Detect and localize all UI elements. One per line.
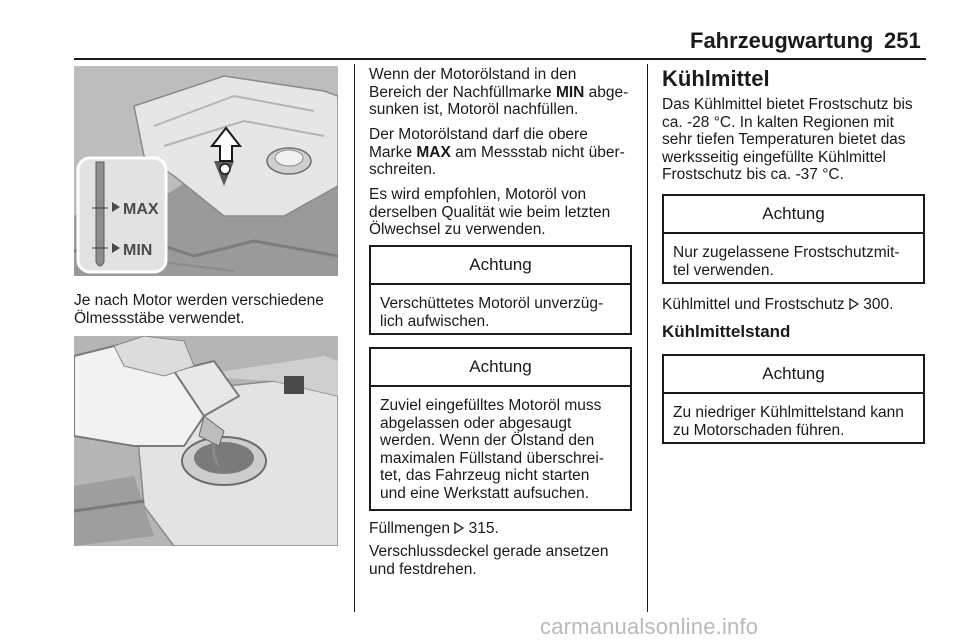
text-run: am Messstab nicht über- xyxy=(450,143,625,161)
oil-filling-illustration xyxy=(74,336,338,546)
text-line: Zuviel eingefülltes Motoröl muss xyxy=(380,397,602,414)
text-line: sunken ist, Motoröl nachfüllen. xyxy=(369,101,579,118)
caution-text xyxy=(371,285,630,330)
caution-title: Achtung xyxy=(371,349,630,387)
text-line: Frostschutz bis ca. -37 °C. xyxy=(662,166,844,183)
fill-quantities-reference xyxy=(369,520,637,538)
max-mark-label: MAX xyxy=(123,201,159,218)
caution-text xyxy=(664,234,923,279)
reference-text: Kühlmittel und Frostschutz xyxy=(662,296,845,313)
page-number: 251 xyxy=(884,28,921,53)
watermark: carmanualsonline.info xyxy=(540,614,759,639)
text-line: und eine Werkstatt aufsuchen. xyxy=(380,484,590,502)
text-line: werden. Wenn der Ölstand den xyxy=(380,432,595,449)
chapter-title: Fahrzeugwartung xyxy=(690,28,874,53)
page-reference-triangle-icon xyxy=(454,522,464,534)
text-line: und festdrehen. xyxy=(369,560,477,578)
text-line: werksseitig eingefüllte Kühlmittel xyxy=(662,148,886,166)
subheading-coolant-level: Kühlmittelstand xyxy=(662,322,791,341)
text-line: Ölwechsel zu verwenden. xyxy=(369,221,546,238)
text-run: abge- xyxy=(584,83,629,101)
caution-box-antifreeze xyxy=(662,194,925,284)
text-line: Wenn der Motorölstand in den xyxy=(369,66,577,83)
text-line: tel verwenden. xyxy=(673,261,774,279)
max-level-paragraph xyxy=(369,126,637,179)
caution-box-overfill xyxy=(369,347,632,511)
oil-quality-paragraph xyxy=(369,186,637,239)
coolant-protection-paragraph xyxy=(662,96,930,184)
text-line: Es wird empfohlen, Motoröl von xyxy=(369,186,587,203)
text-line: tet, das Fahrzeug nicht starten xyxy=(380,467,590,484)
caution-title: Achtung xyxy=(664,196,923,234)
min-mark-emphasis: MIN xyxy=(555,83,585,101)
text-line: maximalen Füllstand überschrei- xyxy=(380,449,604,467)
caution-title: Achtung xyxy=(664,356,923,394)
text-line: sehr tiefen Temperaturen bietet das xyxy=(662,131,906,148)
page-reference-link[interactable]: 315. xyxy=(468,520,499,537)
column-separator-left xyxy=(354,64,355,612)
caution-box-spilled-oil xyxy=(369,245,632,335)
page-reference-triangle-icon xyxy=(849,298,859,310)
coolant-reference xyxy=(662,296,930,314)
caution-box-coolant-level xyxy=(662,354,925,444)
text-line: Das Kühlmittel bietet Frostschutz bis xyxy=(662,96,913,113)
text-line: zu Motorschaden führen. xyxy=(673,421,845,439)
text-line: Verschlussdeckel gerade ansetzen xyxy=(369,543,609,560)
dipstick-caption: Je nach Motor werden verschiedene Ölmessstäbe verwendet. xyxy=(74,292,324,327)
caution-title: Achtung xyxy=(371,247,630,285)
text-line: derselben Qualität wie beim letzten xyxy=(369,203,611,221)
section-heading-coolant: Kühlmittel xyxy=(662,66,770,91)
text-line: Nur zugelassene Frostschutzmit- xyxy=(673,244,900,261)
text-line: Zu niedriger Kühlmittelstand kann xyxy=(673,404,904,421)
text-line: schreiten. xyxy=(369,161,437,178)
text-run: Marke xyxy=(369,143,417,161)
oil-refill-paragraph xyxy=(369,66,637,119)
text-run: Bereich der Nachfüllmarke xyxy=(369,83,556,101)
caution-text xyxy=(664,394,923,439)
text-line: Der Motorölstand darf die obere xyxy=(369,126,588,143)
min-mark-label: MIN xyxy=(123,242,153,259)
cap-instruction-paragraph xyxy=(369,543,637,578)
dipstick-illustration xyxy=(74,66,338,276)
reference-text: Füllmengen xyxy=(369,520,450,537)
column-separator-right xyxy=(647,64,648,612)
max-mark-emphasis: MAX xyxy=(416,143,451,161)
text-line: ca. -28 °C. In kalten Regionen mit xyxy=(662,113,894,131)
page-header xyxy=(0,28,960,58)
text-line: lich aufwischen. xyxy=(380,312,490,330)
page-reference-link[interactable]: 300. xyxy=(863,296,894,313)
text-line xyxy=(369,144,637,162)
text-line: abgelassen oder abgesaugt xyxy=(380,414,572,432)
text-line: Verschüttetes Motoröl unverzüg- xyxy=(380,295,604,312)
caution-text xyxy=(371,387,630,502)
text-line xyxy=(369,84,637,102)
header-rule xyxy=(74,58,926,60)
